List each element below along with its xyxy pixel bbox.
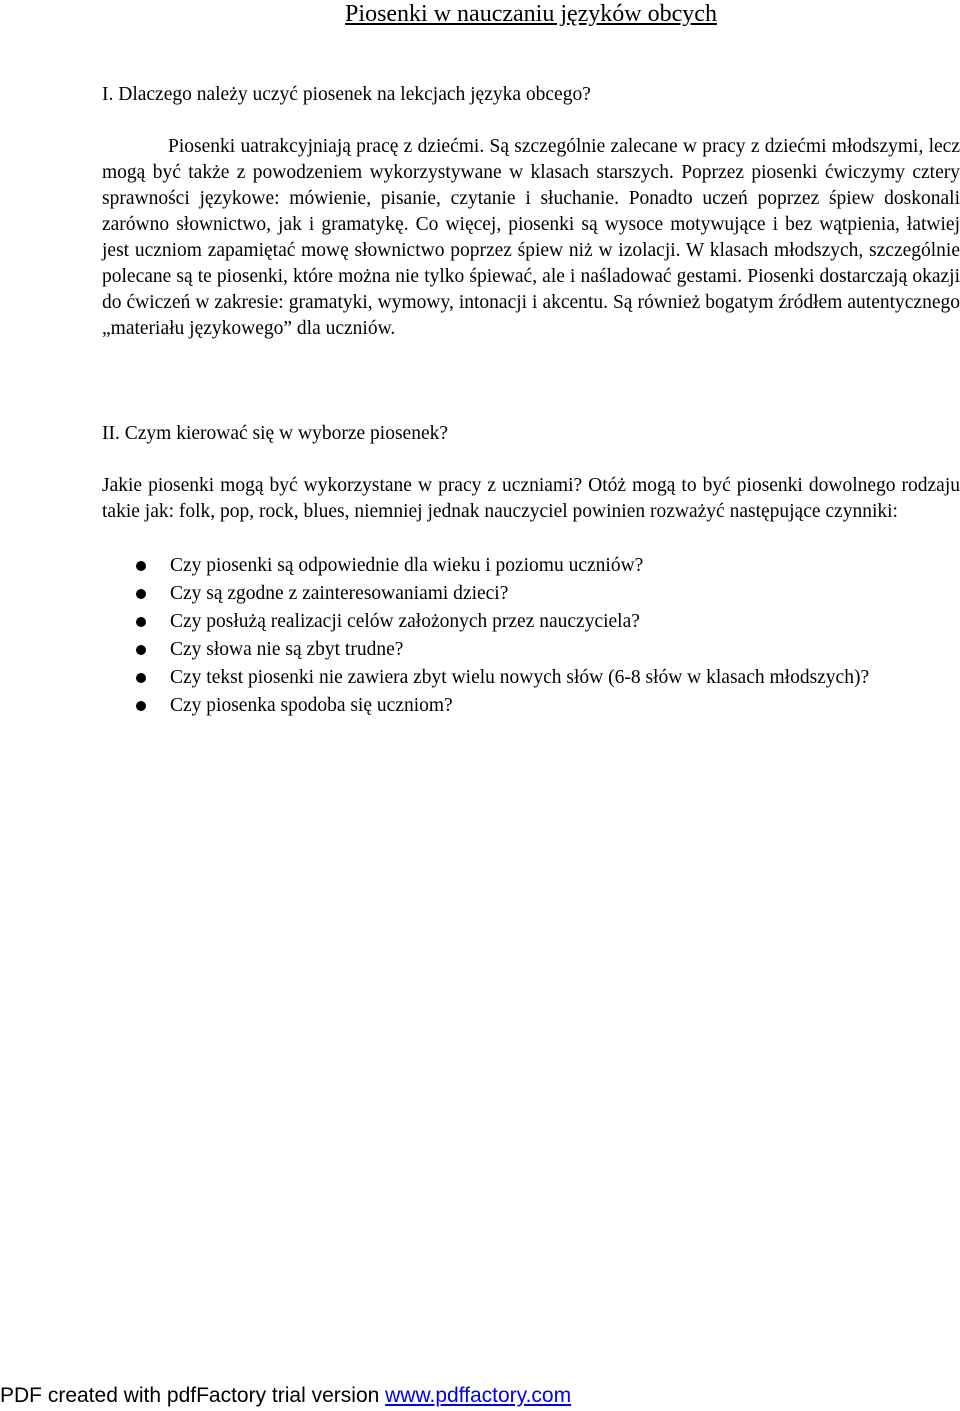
list-item: Czy posłużą realizacji celów założonych przez nauczyciela?	[102, 608, 960, 636]
section-2-paragraph: Jakie piosenki mogą być wykorzystane w pracy z uczniami? Otóż mogą to być piosenki dowolnego rodzaju takie jak: folk, pop, rock, blues, niemniej jednak nauczyciel powinien rozważyć następujące czynniki:	[102, 475, 960, 522]
list-item: Czy słowa nie są zbyt trudne?	[102, 636, 960, 664]
section-1-paragraph	[102, 134, 960, 342]
section-1-heading: I. Dlaczego należy uczyć piosenek na lekcjach języka obcego?	[102, 84, 591, 105]
bullet-icon	[136, 701, 146, 711]
bullet-icon	[136, 617, 146, 627]
bullet-icon	[136, 645, 146, 655]
list-item: Czy piosenka spodoba się uczniom?	[102, 692, 960, 720]
bullet-icon	[136, 561, 146, 571]
bullet-icon	[136, 589, 146, 599]
list-item: Czy są zgodne z zainteresowaniami dzieci?	[102, 580, 960, 608]
footer-text: PDF created with pdfFactory trial version	[0, 1384, 386, 1407]
pdf-footer	[0, 1383, 571, 1409]
list-item: Czy tekst piosenki nie zawiera zbyt wielu nowych słów (6-8 słów w klasach młodszych)?	[102, 664, 960, 692]
section-1-paragraph-text: Piosenki uatrakcyjniają pracę z dziećmi. Są szczególnie zalecane w pracy z dziećmi młodszymi, lecz mogą być także z powodzeniem wykorzystywane w klasach starszych. Poprzez piosenki ćwiczymy cztery sprawności językowe: mówienie, pisanie, czytanie i słuchanie. Ponadto uczeń poprzez śpiew doskonali zarówno słownictwo, jak i gramatykę. Co więcej, piosenki są wysoce motywujące i bez wątpienia, łatwiej jest uczniom zapamiętać mowę słownictwo poprzez śpiew niż w izolacji. W klasach młodszych, szczególnie polecane są te piosenki, które można nie tylko śpiewać, ale i naśladować gestami. Piosenki dostarczają okazji do ćwiczeń w zakresie: gramatyki, wymowy, intonacji i akcentu. Są również bogatym źródłem autentycznego „materiału językowego” dla uczniów.	[102, 136, 960, 339]
list-item: Czy piosenki są odpowiednie dla wieku i poziomu uczniów?	[102, 552, 960, 580]
factors-list	[102, 552, 960, 720]
pdffactory-link[interactable]: www.pdffactory.com	[385, 1384, 572, 1407]
section-2-heading: II. Czym kierować się w wyborze piosenek?	[102, 423, 449, 444]
document-title: Piosenki w nauczaniu języków obcych	[345, 1, 717, 27]
bullet-icon	[136, 673, 146, 683]
